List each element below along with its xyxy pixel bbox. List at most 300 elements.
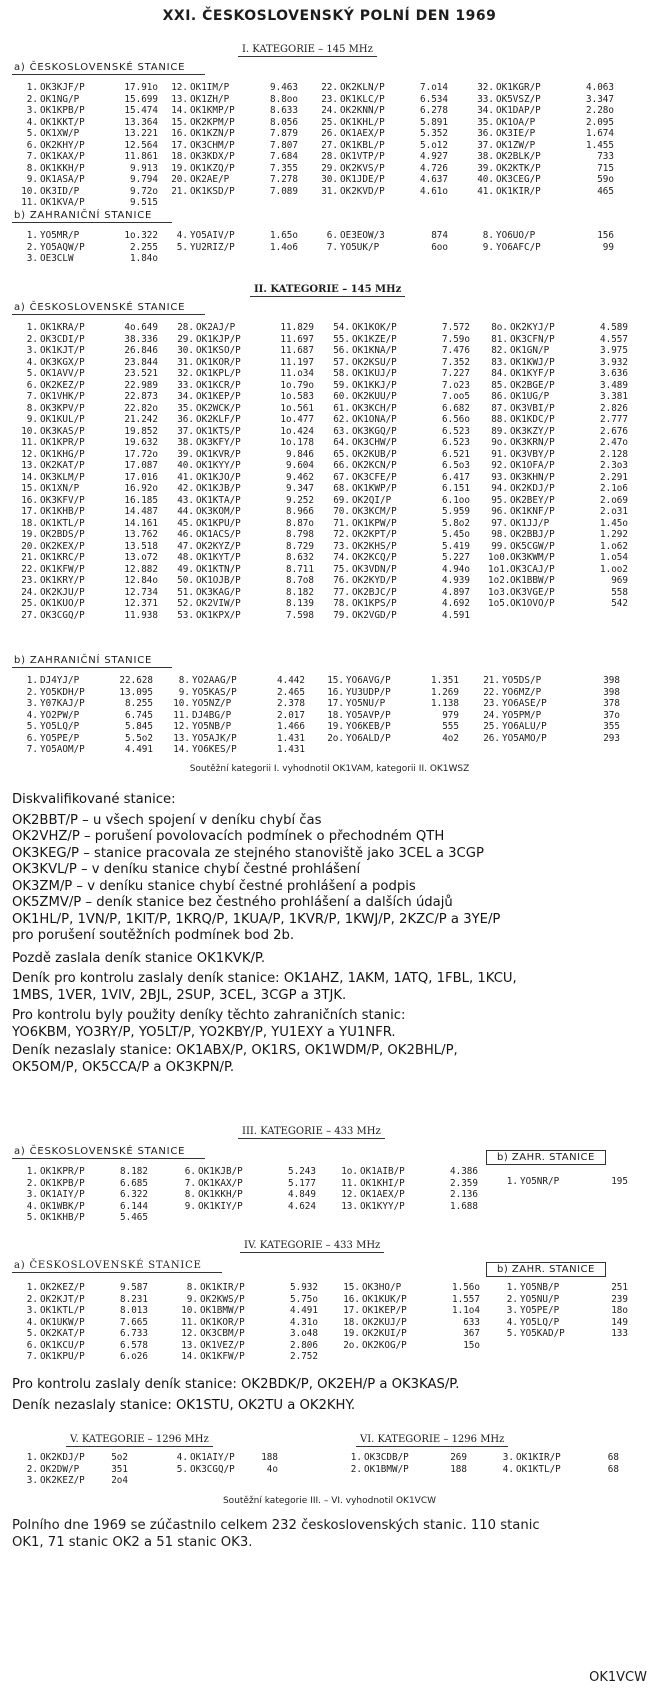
result-row — [178, 1351, 318, 1363]
callsign: YO6KES/P — [192, 744, 237, 755]
callsign: OK1KPR/P — [40, 1166, 85, 1177]
score: 16.185 — [124, 494, 158, 506]
result-row — [474, 82, 614, 94]
rank: 5. — [176, 1463, 188, 1475]
cat1-foreign-heading: b) ZAHRANIČNÍ STANICE — [12, 210, 172, 223]
score: 9.347 — [286, 483, 314, 494]
rank: 5. — [26, 368, 38, 379]
callsign: OK1KPS/P — [352, 598, 397, 609]
rank: 28. — [321, 151, 338, 162]
rank: 1. — [26, 1282, 38, 1293]
result-row — [488, 322, 628, 334]
callsign: YO6MZ/P — [502, 686, 542, 698]
callsign: OK1JJ/P — [510, 517, 550, 529]
result-row — [18, 710, 153, 722]
callsign: OK3KAS/P — [40, 425, 85, 437]
score: 13.095 — [119, 686, 153, 698]
score: 22.628 — [119, 675, 153, 686]
score: 351 — [111, 1463, 128, 1475]
callsign: OK1KKH/P — [198, 1189, 243, 1200]
result-row — [480, 687, 620, 699]
score: 8.182 — [120, 1166, 148, 1177]
score: 8.729 — [286, 540, 314, 552]
rank: 79. — [333, 609, 350, 621]
result-row — [330, 575, 470, 587]
result-column — [338, 1166, 478, 1212]
score: 2.676 — [600, 425, 628, 437]
result-row — [330, 541, 470, 553]
rank: 3. — [26, 1475, 38, 1486]
callsign: OK3CGQ/P — [40, 609, 85, 621]
summary-line: OK1, 71 stanic OK2 a 51 stanic OK3. — [12, 1534, 253, 1550]
rank: 13. — [21, 460, 38, 471]
rank: 72. — [333, 529, 350, 540]
score: 2.826 — [600, 402, 628, 414]
callsign: YO5KDH/P — [40, 686, 85, 698]
rank: 4. — [176, 230, 188, 241]
rank: 9. — [186, 1293, 198, 1305]
callsign: OK2KUB/P — [352, 448, 397, 460]
result-row — [18, 1212, 148, 1224]
rank: 67. — [333, 471, 350, 483]
cat2-domestic-heading: a) ČESKOSLOVENSKÉ STANICE — [12, 302, 205, 315]
score: 8.7o8 — [286, 575, 314, 586]
result-column — [318, 82, 448, 197]
callsign: YU3UDP/P — [346, 686, 391, 698]
result-row — [330, 564, 470, 576]
rank: 78. — [333, 598, 350, 609]
result-row — [18, 721, 153, 733]
result-row — [324, 698, 459, 710]
rank: 6. — [26, 1339, 38, 1351]
callsign: OK1OA/P — [496, 116, 536, 128]
result-row — [170, 675, 305, 687]
rank: 7. — [184, 1177, 196, 1189]
score: 7.59o — [442, 333, 470, 345]
callsign: OK2KAT/P — [40, 1328, 85, 1339]
callsign: OK1KIY/P — [198, 1200, 243, 1212]
rank: 6. — [184, 1166, 196, 1177]
callsign: OK1VTP/P — [340, 151, 385, 162]
result-row — [330, 598, 470, 610]
rank: 6. — [26, 732, 38, 744]
result-row — [18, 675, 153, 687]
score: 733 — [597, 151, 614, 162]
rank: 22. — [321, 82, 338, 93]
result-row — [18, 426, 158, 438]
result-row — [18, 529, 158, 541]
result-row — [18, 117, 158, 129]
score: 8.633 — [270, 105, 298, 116]
result-row — [488, 472, 628, 484]
result-row — [338, 1189, 478, 1201]
score: 2.017 — [277, 709, 305, 721]
result-row — [488, 449, 628, 461]
callsign: OK3CEG/P — [496, 174, 541, 185]
rank: 17. — [21, 506, 38, 517]
callsign: OK2KUI/P — [362, 1328, 407, 1339]
score: 5.45o — [442, 529, 470, 540]
score: 5.8o2 — [442, 517, 470, 529]
rank: 40. — [177, 460, 194, 471]
cat6-heading: VI. KATEGORIE – 1296 MHz — [356, 1434, 508, 1447]
rank: 10. — [21, 185, 38, 197]
result-row — [18, 437, 158, 449]
score: 2.378 — [277, 698, 305, 709]
score: 133 — [611, 1328, 628, 1339]
result-row — [174, 564, 314, 576]
callsign: YO2AAG/P — [192, 675, 237, 686]
score: 979 — [442, 709, 459, 721]
result-row — [330, 483, 470, 495]
score: 6.322 — [120, 1189, 148, 1200]
rank: 23. — [483, 698, 500, 709]
rank: 1o5. — [488, 598, 511, 609]
disqualified-line: OK5ZMV/P – deník stanice bez čestného prohlášení a dalších údajů — [12, 895, 453, 910]
rank: 7. — [326, 241, 338, 253]
score: 6.56o — [442, 414, 470, 425]
result-row — [18, 449, 158, 461]
result-row — [342, 1452, 467, 1464]
rank: 37. — [177, 425, 194, 437]
callsign: OK1KPR/P — [40, 437, 85, 448]
result-row — [330, 506, 470, 518]
result-row — [18, 128, 158, 140]
score: 1o.322 — [124, 230, 158, 241]
rank: 10. — [181, 1305, 198, 1316]
result-column — [340, 1282, 480, 1351]
rank: 11. — [181, 1316, 198, 1328]
callsign: OK2VIW/P — [196, 598, 241, 609]
rank: 2o. — [343, 1339, 360, 1351]
result-row — [170, 687, 305, 699]
rank: 86. — [491, 391, 508, 402]
result-row — [338, 1166, 478, 1178]
callsign: YO5DS/P — [502, 675, 542, 686]
callsign: OK2BGE/P — [510, 379, 555, 391]
score: 195 — [611, 1176, 628, 1187]
callsign: OK1KIR/P — [200, 1282, 245, 1293]
callsign: YO6UO/P — [496, 230, 536, 241]
callsign: OK3KCM/P — [352, 506, 397, 517]
callsign: OK3KGX/P — [40, 356, 85, 368]
result-row — [18, 391, 158, 403]
rank: 27. — [21, 609, 38, 621]
callsign: OK2AE/P — [190, 174, 230, 185]
result-row — [18, 1305, 148, 1317]
rank: 74. — [333, 552, 350, 563]
result-row — [18, 698, 153, 710]
rank: 21. — [483, 675, 500, 686]
result-row — [18, 1351, 148, 1363]
score: 8.966 — [286, 506, 314, 517]
result-row — [488, 357, 628, 369]
score: 1.269 — [431, 686, 459, 698]
score: 4.927 — [420, 151, 448, 162]
callsign: OK3ID/P — [40, 185, 80, 197]
callsign: OK1KOR/P — [200, 1316, 245, 1328]
rank: 4. — [26, 356, 38, 368]
callsign: OK1KJO/P — [196, 471, 241, 483]
result-row — [480, 733, 620, 745]
callsign: OK1KJB/P — [198, 1166, 243, 1177]
result-column — [474, 230, 614, 253]
score: 7.o23 — [442, 379, 470, 391]
rank: 17. — [171, 139, 188, 151]
rank: 8. — [178, 675, 190, 686]
result-row — [176, 1201, 316, 1213]
score: 5.o12 — [420, 139, 448, 151]
result-row — [18, 345, 158, 357]
score: 2.806 — [290, 1339, 318, 1351]
score: 2.136 — [450, 1189, 478, 1200]
callsign: OK1OFA/P — [510, 460, 555, 471]
rank: 4. — [26, 1316, 38, 1328]
cat4-control-note: Pro kontrolu zaslaly deník stanice: OK2BDK/P, OK2EH/P a OK3KAS/P. — [12, 1377, 460, 1392]
missing-logs-note: OK5OM/P, OK5CCA/P a OK3KPN/P. — [12, 1059, 235, 1075]
score: 8.056 — [270, 116, 298, 128]
callsign: YO5AVP/P — [346, 709, 391, 721]
score: 8.798 — [286, 529, 314, 540]
result-row — [174, 391, 314, 403]
callsign: OK1KPB/P — [40, 105, 85, 116]
rank: 3. — [26, 698, 38, 709]
result-row — [324, 687, 459, 699]
result-row — [18, 506, 158, 518]
result-row — [488, 518, 628, 530]
result-row — [174, 610, 314, 622]
score: 7.352 — [442, 356, 470, 368]
score: 1.1o4 — [452, 1305, 480, 1316]
result-row — [18, 368, 158, 380]
score: 13.o72 — [124, 552, 158, 563]
result-column — [168, 1452, 278, 1475]
rank: 1. — [26, 82, 38, 93]
callsign: OK1WBK/P — [40, 1200, 85, 1212]
callsign: OK1AIY/P — [190, 1452, 235, 1463]
callsign: OK3KCH/P — [352, 402, 397, 414]
rank: 24. — [483, 709, 500, 721]
callsign: OK1KHI/P — [360, 1177, 405, 1189]
rank: 6. — [326, 230, 338, 241]
rank: 26. — [483, 732, 500, 744]
callsign: OK1KEP/P — [362, 1305, 407, 1316]
score: 6.578 — [120, 1339, 148, 1351]
rank: 71. — [333, 517, 350, 529]
rank: 3. — [506, 1305, 518, 1316]
result-row — [168, 174, 298, 186]
callsign: OK1KMP/P — [190, 105, 235, 116]
callsign: OK5CGW/P — [510, 540, 555, 552]
score: 156 — [597, 230, 614, 241]
result-column — [176, 1166, 316, 1212]
callsign: OK1KOK/P — [352, 322, 397, 333]
callsign: OK1KUL/P — [40, 414, 85, 425]
result-row — [168, 1464, 278, 1476]
callsign: OK3CAJ/P — [510, 563, 555, 575]
rank: 9. — [26, 414, 38, 425]
rank: 8. — [26, 162, 38, 174]
result-row — [330, 472, 470, 484]
result-row — [18, 322, 158, 334]
callsign: OK1KZN/P — [190, 128, 235, 139]
score: 4.31o — [290, 1316, 318, 1328]
score: 1.56o — [452, 1282, 480, 1293]
result-row — [18, 610, 158, 622]
result-column — [174, 322, 314, 621]
rank: 11. — [21, 197, 38, 208]
result-row — [488, 575, 628, 587]
rank: 19. — [327, 721, 344, 732]
score: 11.697 — [280, 333, 314, 345]
score: 4.94o — [442, 563, 470, 575]
callsign: OK1KTL/P — [516, 1463, 561, 1475]
disqualified-line: pro porušení soutěžních podmínek bod 2b. — [12, 928, 295, 943]
score: 4.386 — [450, 1166, 478, 1177]
rank: 19. — [171, 162, 188, 174]
rank: 92. — [491, 460, 508, 471]
score: 555 — [442, 721, 459, 732]
callsign: YO5AMO/P — [502, 732, 547, 744]
document-title: XXI. ČESKOSLOVENSKÝ POLNÍ DEN 1969 — [162, 8, 497, 24]
score: 2.1o6 — [600, 483, 628, 494]
disqualified-line: OK3KEG/P – stanice pracovala ze stejného stanoviště jako 3CEL a 3CGP — [12, 845, 484, 861]
callsign: OK1DAP/P — [496, 105, 541, 116]
rank: 1. — [26, 230, 38, 241]
score: 1.84o — [130, 253, 158, 264]
result-column — [480, 675, 620, 744]
score: 6.o26 — [120, 1351, 148, 1362]
result-row — [170, 710, 305, 722]
rank: 8o. — [491, 322, 508, 333]
score: 21.242 — [124, 414, 158, 425]
callsign: YO5KAD/P — [520, 1328, 565, 1339]
callsign: YU2RIZ/P — [190, 241, 235, 253]
result-row — [318, 242, 448, 254]
result-column — [498, 1176, 628, 1188]
result-row — [18, 1317, 148, 1329]
result-column — [474, 82, 614, 197]
rank: 18. — [171, 151, 188, 162]
score: 4.491 — [290, 1305, 318, 1316]
callsign: OK2KSU/P — [352, 356, 397, 368]
callsign: OK2KEZ/P — [40, 1475, 85, 1486]
result-row — [318, 105, 448, 117]
callsign: OK1KVR/P — [196, 448, 241, 460]
result-row — [498, 1328, 628, 1340]
callsign: OK1KGR/P — [496, 82, 541, 93]
callsign: OK1OVO/P — [510, 598, 555, 609]
score: 633 — [463, 1316, 480, 1328]
callsign: OK1KZE/P — [352, 333, 397, 345]
result-row — [340, 1340, 480, 1352]
callsign: YO5NR/P — [520, 1176, 560, 1187]
result-column — [18, 322, 158, 621]
result-row — [174, 414, 314, 426]
score: 1.351 — [431, 675, 459, 686]
score: 1.688 — [450, 1200, 478, 1212]
rank: 4. — [506, 1316, 518, 1328]
score: 398 — [603, 675, 620, 686]
score: 1.466 — [277, 721, 305, 732]
callsign: OK2KDJ/P — [40, 1452, 85, 1463]
result-row — [318, 230, 448, 242]
rank: 17. — [343, 1305, 360, 1316]
score: 355 — [603, 721, 620, 732]
rank: 60. — [333, 391, 350, 402]
callsign: OK1KNA/P — [352, 345, 397, 356]
score: 11.687 — [280, 345, 314, 356]
score: 4.897 — [442, 586, 470, 598]
score: 2.777 — [600, 414, 628, 425]
callsign: OK1AIY/P — [40, 1189, 85, 1200]
result-row — [480, 675, 620, 687]
rank: 12. — [21, 448, 38, 460]
rank: 12. — [171, 82, 188, 93]
score: 1.o54 — [600, 552, 628, 563]
score: 68 — [607, 1463, 619, 1475]
score: 5.891 — [420, 116, 448, 128]
result-row — [488, 437, 628, 449]
score: 11.o34 — [280, 368, 314, 379]
result-row — [170, 698, 305, 710]
result-row — [18, 744, 153, 756]
result-row — [178, 1317, 318, 1329]
result-row — [174, 380, 314, 392]
rank: 7. — [26, 151, 38, 162]
rank: 42. — [177, 483, 194, 494]
result-row — [174, 518, 314, 530]
result-row — [330, 391, 470, 403]
rank: 35. — [177, 402, 194, 414]
score: 12.734 — [124, 586, 158, 598]
score: 1.557 — [452, 1293, 480, 1305]
result-row — [494, 1452, 619, 1464]
result-row — [474, 105, 614, 117]
callsign: OK1BMW/P — [200, 1305, 245, 1316]
score: 6.534 — [420, 93, 448, 105]
result-row — [168, 242, 298, 254]
rank: 8. — [186, 1282, 198, 1293]
author-signature: OK1VCW — [589, 1670, 647, 1685]
score: 1.45o — [600, 517, 628, 529]
callsign: YO6AVG/P — [346, 675, 391, 686]
callsign: OK2KDJ/P — [510, 483, 555, 494]
rank: 44. — [177, 506, 194, 517]
result-row — [318, 186, 448, 198]
disqualified-section — [12, 792, 652, 1076]
callsign: OK1KBL/P — [340, 139, 385, 151]
score: 99 — [602, 241, 614, 253]
result-row — [480, 710, 620, 722]
result-row — [330, 322, 470, 334]
callsign: YO5NB/P — [520, 1282, 560, 1293]
result-row — [488, 380, 628, 392]
result-column — [488, 322, 628, 610]
callsign: OK3CFE/P — [352, 471, 397, 483]
score: 4o.649 — [124, 322, 158, 333]
rank: 9. — [178, 686, 190, 698]
score: 7.665 — [120, 1316, 148, 1328]
cat3-6-evaluator-caption: Soutěžní kategorie III. – VI. vyhodnotil OK1VCW — [222, 1496, 437, 1506]
rank: 16. — [327, 686, 344, 698]
result-row — [18, 197, 158, 209]
score: 2.095 — [586, 116, 614, 128]
callsign: OK3IE/P — [496, 128, 536, 139]
result-row — [18, 472, 158, 484]
result-row — [318, 94, 448, 106]
score: 8.87o — [286, 517, 314, 529]
